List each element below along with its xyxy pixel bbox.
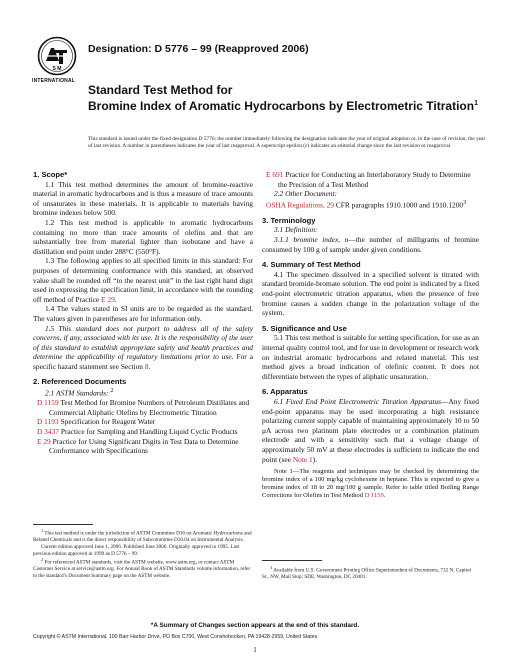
ref-item: D 3437 Practice for Sampling and Handling Liquid Cyclic Products xyxy=(37,426,238,436)
link-section-8[interactable]: 8 xyxy=(144,361,149,371)
section-5-heading: 5. Significance and Use xyxy=(262,323,347,333)
issuance-notice: This standard is issued under the fixed designation D 5776; the number immediately following the designation indicates the year of original adoption or, in the case of revision, the year of last revision. A number in parentheses indicates the year of last reapproval. A superscript epsilon (ε) indicates an editorial change since the last revision or reapproval. xyxy=(88,136,486,150)
page-number: 1 xyxy=(253,646,257,654)
para-3-1-1: 3.1.1 bromine index, n—the number of milligrams of bromine consumed by 100 g of sample under given conditions. xyxy=(262,235,480,254)
astm-logo-icon xyxy=(37,36,77,76)
footnote-1: $^1$ This test method is under the jurisdiction of ASTM Committee D16 on Aromatic Hydrocarbons and Related Chemicals and is the direct responsibility of Subcommittee D16.04 on Instrumental Analysis. xyxy=(33,528,252,544)
designation: Designation: D 5776 – 99 (Reapproved 2006) xyxy=(88,43,309,55)
copyright: Copyright © ASTM International, 100 Barr Harbor Drive, PO Box C700, West Conshohocken, PA 19428-2959, United States. xyxy=(33,634,319,640)
footnotes-left xyxy=(33,528,253,580)
para-1-3: 1.3 The following applies to all specified limits in this standard: For purposes of determining conformance with this standard, an observed value shall be rounded off “to the nearest unit” in the last right hand digit used in expressing the specification limit, in accordance with the rounding off method of Practice E 29. xyxy=(33,256,253,304)
left-column xyxy=(33,170,253,456)
para-2-1: 2.1 ASTM Standards: $^2$ xyxy=(45,388,114,398)
link-note-1[interactable]: Note 1 xyxy=(292,454,313,464)
link-e29-ref[interactable]: E 29 xyxy=(37,436,51,446)
logo-wordmark: INTERNATIONAL xyxy=(32,78,76,84)
document-title xyxy=(88,84,488,113)
para-1-1: 1.1 This test method determines the amount of bromine-reactive material in aromatic hydrocarbons and is thus a measure of trace amounts of unsaturates in these materials. It is applicable to materials having bromine indexes below 500. xyxy=(33,179,253,218)
svg-text:S M: S M xyxy=(52,66,62,72)
para-1-2: 1.2 This test method is applicable to aromatic hydrocarbons containing no more than trace amounts of olefins and that are substantially free from material lighter than isobutane and have a distillation end point under 288°C (550°F). xyxy=(33,217,253,256)
link-osha[interactable]: OSHA Regulations, 29 xyxy=(266,200,334,210)
para-5-1: 5.1 This test method is suitable for setting specification, for use as an internal quality control tool, and for use in development or research work on industrial aromatic hydrocarbons and related material. This test method gives a broad indication of olefinic content. It does not differentiate between the types of aliphatic unsaturation. xyxy=(262,333,479,381)
footnote-1-edition: Current edition approved June 1, 2006. Published June 2006. Originally approved in 1995. Last previous edition approved in 1999 as D 5776 – 99. xyxy=(33,543,240,557)
note-1: Note 1—The reagents and techniques may be checked by determining the bromine index of a 100 mg/kg cyclohexene in heptane. This is expected to give a bromine index of 18 to 20 mg/100 g sample. Refer to table titled Boiling Range Corrections for Olefins in Test Method D 1159. xyxy=(262,468,479,500)
para-3-1: 3.1 Definition: xyxy=(274,225,318,235)
footnote-3: $^3$ Available from U.S. Government Printing Office Superintendent of Documents, 732 N. Capitol St., NW, Mail Stop: SDE, Washington, DC 20401. xyxy=(262,565,472,581)
footnote-2: $^2$ For referenced ASTM standards, visit the ASTM website, www.astm.org, or contact ASTM Customer Service at service@astm.org. For Annual Book of ASTM Standards volume information, refer to the standard’s Document Summary page on the ASTM website. xyxy=(33,557,251,580)
footnote-rule xyxy=(33,524,93,525)
title-main: Bromine Index of Aromatic Hydrocarbons by Electrometric Titration xyxy=(88,99,475,113)
section-6-heading: 6. Apparatus xyxy=(262,387,308,397)
ref-item: E 29 Practice for Using Significant Digits in Test Data to Determine Conformance with Specifications xyxy=(37,436,239,456)
footnote-rule-right xyxy=(262,560,322,561)
ref-item: D 1193 Specification for Reagent Water xyxy=(37,417,156,427)
link-d1159[interactable]: D 1159 xyxy=(37,398,59,408)
section-1-heading: 1. Scope* xyxy=(33,170,68,179)
link-d1193[interactable]: D 1193 xyxy=(37,417,59,427)
section-2-heading: 2. Referenced Documents xyxy=(33,377,127,387)
para-1-4: 1.4 The values stated in SI units are to be regarded as the standard. The values given in parentheses are for information only. xyxy=(33,304,253,323)
para-4-1: 4.1 The specimen dissolved in a specified solvent is titrated with standard bromide-bromate solution. The end point is indicated by a fixed end-point electrometric titration apparatus, when the presence of free bromine causes a sudden change in the polarization voltage of the system. xyxy=(262,269,479,318)
ref-item: OSHA Regulations, 29 CFR paragraphs 1910.1000 and 1910.1200$^3$ xyxy=(266,199,467,210)
summary-of-changes-notice: *A Summary of Changes section appears at the end of this standard. xyxy=(150,622,360,629)
ref-item: E 691 Practice for Conducting an Interlaboratory Study to Determine the Precision of a Test Method xyxy=(266,170,471,189)
link-e691[interactable]: E 691 xyxy=(266,170,284,179)
para-6-1: 6.1 Fixed End Point Electrometric Titration Apparatus—Any fixed end-point apparatus may be used incorporating a high resistance polarizing current supply capable of maintaining approximately 10 to 50 μA across two platinum plate electrodes or a combination platinum electrode and with a sensitivity such that a voltage change of approximately 50 mV at these electrodes is sufficient to indicate the end point (see Note 1). xyxy=(262,396,480,464)
section-4-heading: 4. Summary of Test Method xyxy=(262,260,361,270)
link-d3437[interactable]: D 3437 xyxy=(37,426,59,436)
link-d1159-note[interactable]: D 1159 xyxy=(364,492,384,500)
ref-item: D 1159 Test Method for Bromine Numbers of Petroleum Distillates and Commercial Aliphatic Olefins by Electrometric Titration xyxy=(37,398,250,417)
para-1-5: 1.5 This standard does not purport to address all of the safety concerns, if any, associated with its use. It is the responsibility of the user of this standard to establish appropriate safety and health practices and determine the applicability of regulatory limitations prior to use. For a specific hazard statement see Section 8. xyxy=(33,323,253,371)
section-3-heading: 3. Terminology xyxy=(262,215,316,225)
title-footnote-mark: 1 xyxy=(474,100,478,107)
right-column xyxy=(262,170,479,500)
link-e29[interactable]: E 29 xyxy=(101,294,115,304)
para-2-2: 2.2 Other Document: xyxy=(274,189,338,199)
title-pre: Standard Test Method for xyxy=(88,83,233,97)
